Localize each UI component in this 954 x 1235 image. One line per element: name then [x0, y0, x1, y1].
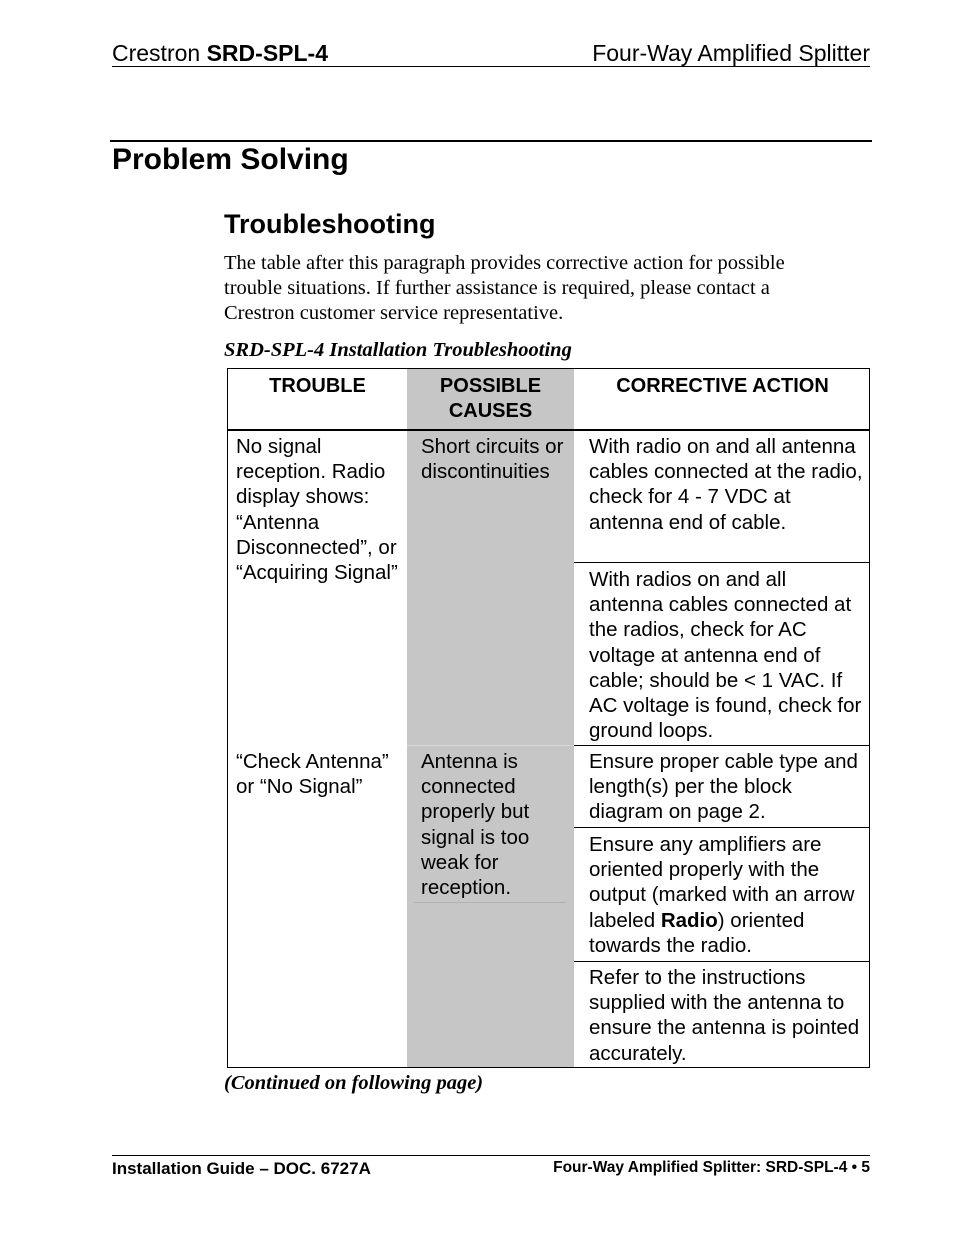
- header-brand-model: [112, 40, 328, 67]
- row2-action1: Ensure proper cable type and length(s) per the block diagram on page 2.: [589, 750, 858, 824]
- row2-trouble: “Check Antenna” or “No Signal”: [236, 750, 389, 799]
- page-footer: [112, 1155, 870, 1178]
- row1-cause: Short circuits or discontinuities: [421, 435, 564, 484]
- header-causes-line1: POSSIBLE: [439, 375, 542, 397]
- header-brand: Crestron: [112, 40, 201, 66]
- header-possible-causes: [407, 374, 574, 424]
- row-divider: [574, 562, 869, 563]
- header-causes-line2: CAUSES: [448, 400, 533, 422]
- row2-action2-text: Ensure any amplifiers are oriented properly with the output (marked with an arrow labeled: [589, 833, 855, 932]
- header-trouble: TROUBLE: [269, 375, 366, 397]
- header-model: SRD-SPL-4: [206, 40, 328, 66]
- row2-cause: Antenna is connected properly but signal is too weak for reception.: [421, 750, 530, 900]
- faint-divider: [414, 902, 566, 903]
- subsection-title: Troubleshooting: [224, 209, 436, 239]
- faint-divider: [407, 745, 574, 746]
- section-title: Problem Solving: [112, 143, 349, 176]
- page-header: [112, 38, 870, 67]
- row1-action2: With radios on and all antenna cables connected at the radios, check for AC voltage at antenna end of cable; should be < 1 VAC. If AC voltage is found, check for ground loops.: [589, 568, 862, 743]
- header-corrective-action: CORRECTIVE ACTION: [616, 375, 829, 397]
- continued-note: (Continued on following page): [224, 1072, 484, 1094]
- table-caption: SRD-SPL-4 Installation Troubleshooting: [224, 339, 572, 361]
- troubleshooting-table: [227, 368, 870, 1068]
- row1-trouble: No signal reception. Radio display shows: “Antenna Disconnected”, or “Acquiring Signal”: [236, 435, 398, 585]
- row2-action3: Refer to the instructions supplied with the antenna to ensure the antenna is pointed accurately.: [589, 966, 860, 1065]
- row-divider: [574, 961, 869, 962]
- header-divider: [228, 429, 869, 431]
- row-divider: [574, 745, 869, 746]
- row1-action1: With radio on and all antenna cables connected at the radio, check for 4 - 7 VDC at antenna end of cable.: [589, 435, 863, 534]
- footer-doc-id: Installation Guide – DOC. 6727A: [112, 1159, 371, 1178]
- footer-page-info: Four-Way Amplified Splitter: SRD-SPL-4 • 5: [553, 1159, 870, 1176]
- header-title: Four-Way Amplified Splitter: [592, 40, 870, 66]
- row2-action2-tail: ) oriented towards the radio.: [589, 908, 805, 957]
- row-divider: [574, 827, 869, 828]
- section-rule: [110, 140, 872, 142]
- row2-action2: [589, 832, 869, 958]
- intro-paragraph: The table after this paragraph provides corrective action for possible trouble situations. If further assistance is required, please contact a Crestron customer service representative.: [224, 252, 785, 324]
- row2-action2-bold: Radio: [660, 908, 718, 932]
